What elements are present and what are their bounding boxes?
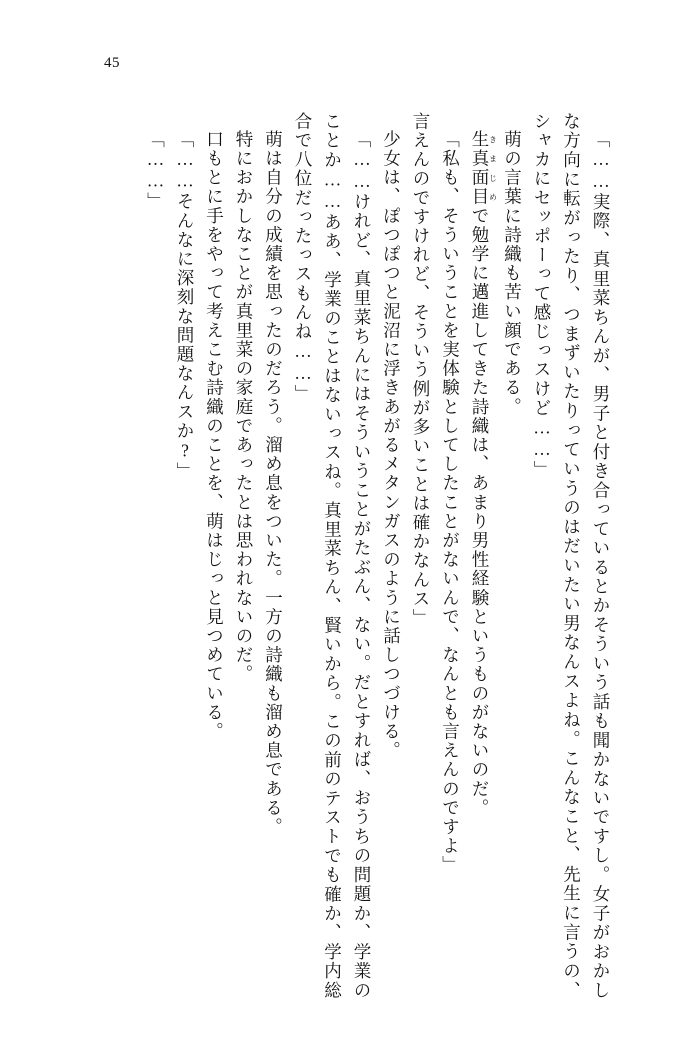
ruby-annotation: 生真面目きまじめ <box>470 130 498 207</box>
paragraph-with-ruby: 生真面目きまじめで勉学に邁進してきた詩織は、あまり男性経験というものがないのだ。 <box>470 130 498 818</box>
paragraph: 特におかしなことが真里菜の家庭であったとは思われないのだ。 <box>234 130 254 684</box>
paragraph: 「……」 <box>145 130 166 212</box>
page-body-text <box>55 112 615 1000</box>
paragraph: 口もとに手をやって考えこむ詩織のことを、萌はじっと見つめている。 <box>204 130 225 742</box>
paragraph: 萌は自分の成績を思ったのだろう。溜め息をついた。一方の詩織も溜め息である。 <box>263 130 284 837</box>
paragraph: 「私も、そういうことを実体験としてしたことがないんで、なんとも言えんのですよ」 <box>440 130 461 875</box>
paragraph: 少女は、ぽつぽつと泥沼に浮きあがるメタンガスのように話しつづける。 <box>381 130 402 761</box>
paragraph: 萌の言葉に詩織も苦い顔である。 <box>502 130 523 417</box>
paragraph: 「……そんなに深刻な問題なんスか?」 <box>175 130 195 482</box>
page-number: 45 <box>104 55 120 71</box>
paragraph: 「……実際、真里菜ちんが、男子と付き合っているとかそういう話も聞かないですし。女子がおかしな方向に転がったり、つまずいたりっていうのはだいたい男なんスよね。こんなこと、先生に言うの、シャカにセッポーって感じっスけど……」 <box>532 112 611 1000</box>
paragraph: 「……けれど、真里菜ちんにはそういうことがたぶん、ない。だとすれば、おうちの問題か、学業のことか……ああ、学業のことはないっスね。真里菜ちん、賢いから。この前のテストでも確か、学内総合で八位だったっスもんね……」 <box>293 112 372 1000</box>
paragraph: 言えんのですけれど、そういう例が多いことは確かなんス」 <box>411 112 431 628</box>
